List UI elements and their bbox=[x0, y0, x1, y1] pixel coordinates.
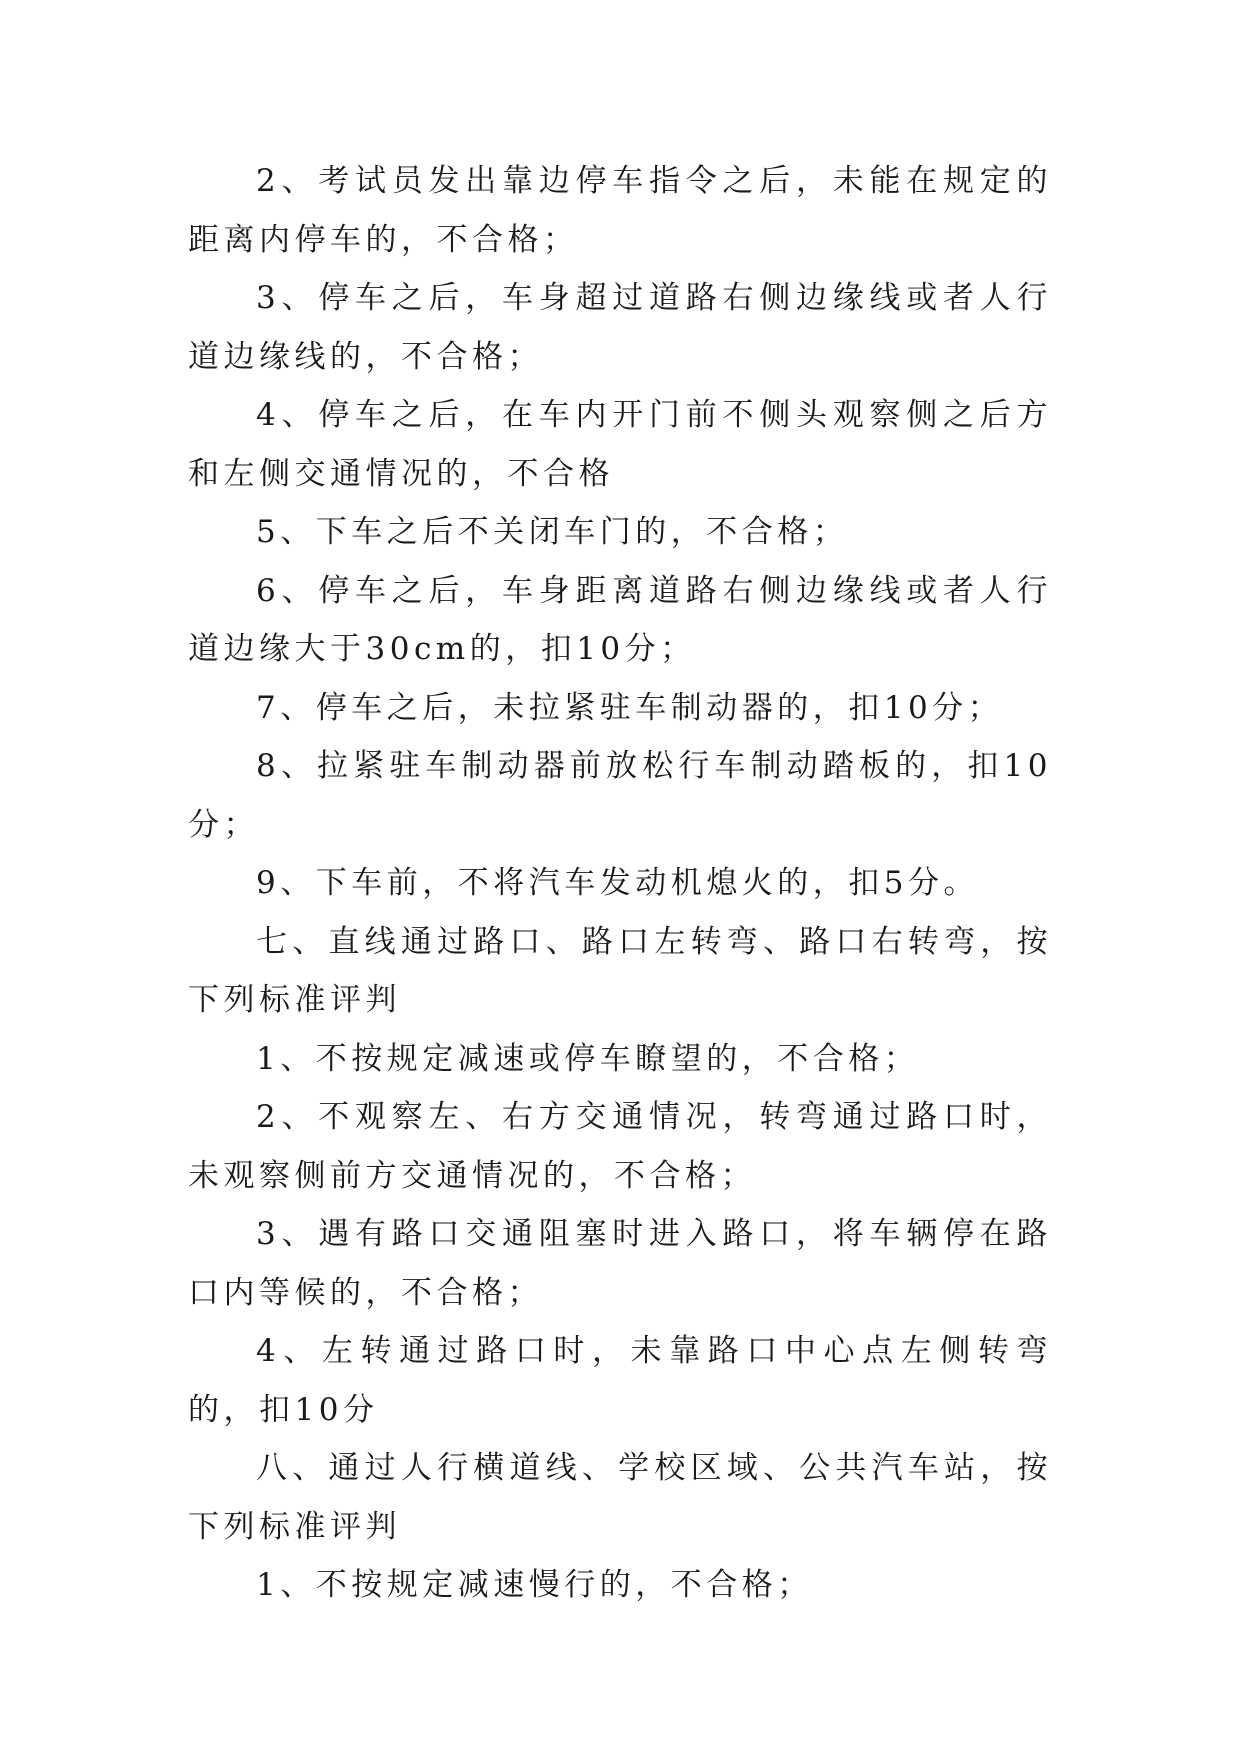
paragraph: 2、不观察左、右方交通情况，转弯通过路口时，未观察侧前方交通情况的，不合格； bbox=[188, 1099, 1052, 1194]
paragraph: 1、不按规定减速慢行的，不合格； bbox=[256, 1567, 813, 1603]
paragraph: 3、遇有路口交通阻塞时进入路口，将车辆停在路口内等候的，不合格； bbox=[188, 1216, 1052, 1311]
section-heading: 七、直线通过路口、路口左转弯、路口右转弯，按下列标准评判 bbox=[188, 923, 1052, 1018]
paragraph: 7、停车之后，未拉紧驻车制动器的，扣10分； bbox=[256, 689, 1004, 726]
paragraph: 1、不按规定减速或停车瞭望的，不合格； bbox=[256, 1040, 920, 1077]
section-heading: 八、通过人行横道线、学校区域、公共汽车站，按下列标准评判 bbox=[188, 1450, 1052, 1545]
document-body bbox=[188, 152, 1052, 1615]
paragraph: 5、下车之后不关闭车门的，不合格； bbox=[256, 514, 849, 550]
paragraph: 6、停车之后，车身距离道路右侧边缘线或者人行道边缘大于30cm的，扣10分； bbox=[188, 572, 1052, 667]
paragraph: 9、下车前，不将汽车发动机熄火的，扣5分。 bbox=[256, 865, 979, 901]
paragraph: 8、拉紧驻车制动器前放松行车制动踏板的，扣10分； bbox=[188, 748, 1052, 843]
paragraph: 2、考试员发出靠边停车指令之后，未能在规定的距离内停车的，不合格； bbox=[188, 163, 1052, 258]
paragraph: 4、左转通过路口时，未靠路口中心点左侧转弯的，扣10分 bbox=[188, 1333, 1052, 1428]
paragraph: 3、停车之后，车身超过道路右侧边缘线或者人行道边缘线的，不合格； bbox=[188, 280, 1052, 375]
paragraph: 4、停车之后，在车内开门前不侧头观察侧之后方和左侧交通情况的，不合格 bbox=[188, 397, 1052, 492]
